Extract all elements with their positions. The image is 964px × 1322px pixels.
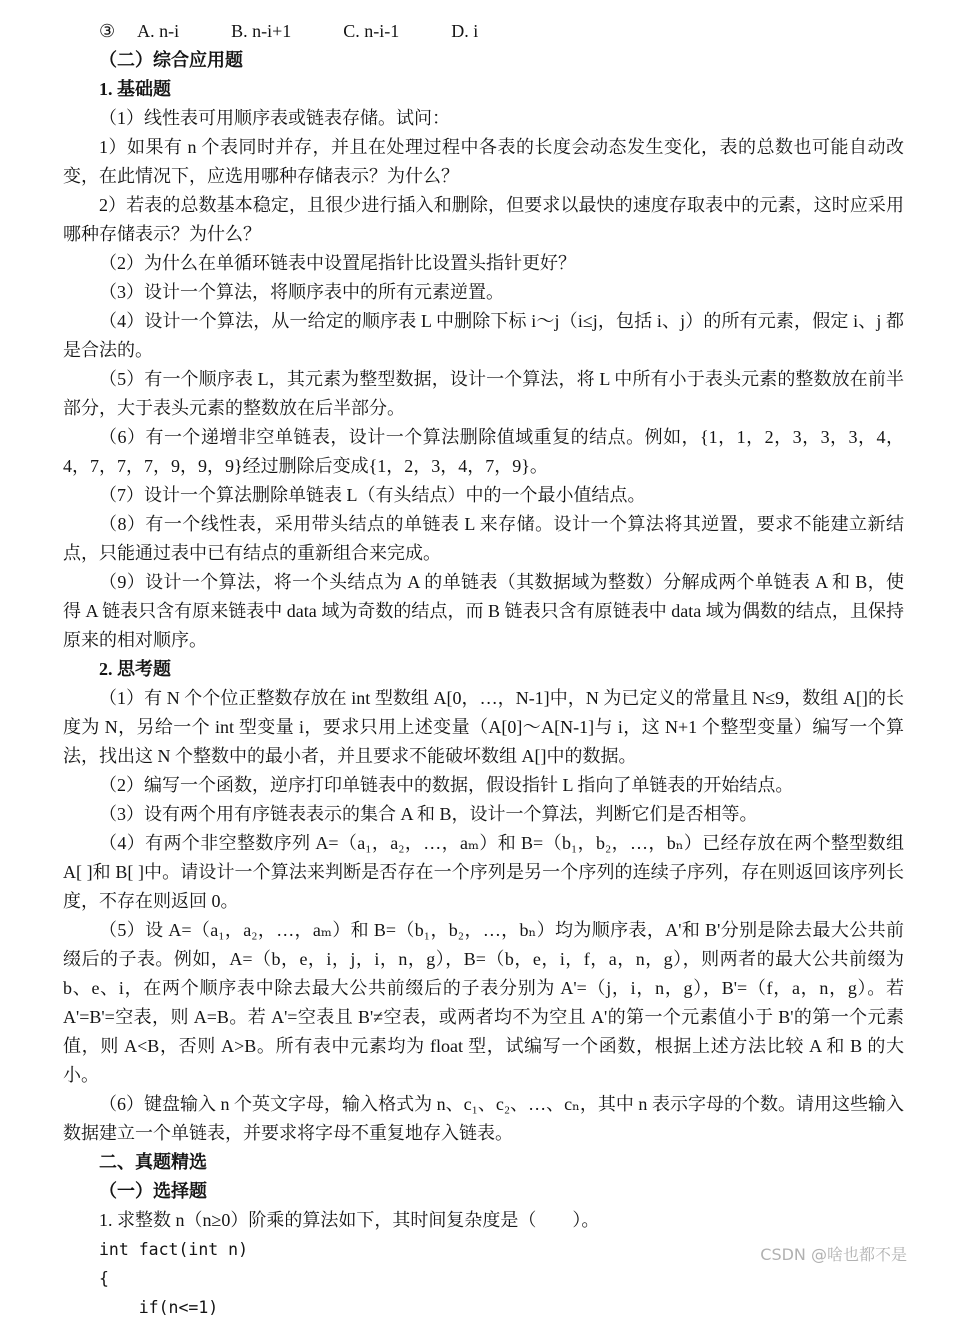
basic-q1-sub2: 2）若表的总数基本稳定，且很少进行插入和删除，但要求以最快的速度存取表中的元素，这时应采用哪种存储表示？为什么？ [63, 195, 904, 244]
option-b: B. n-i+1 [231, 21, 292, 41]
basic-q9: （9）设计一个算法，将一个头结点为 A 的单链表（其数据域为整数）分解成两个单链表 A 和 B，使得 A 链表只含有原来链表中 data 域为奇数的结点，而 B 链表只含有原链表中 data 域为偶数的结点，且保持原来的相对顺序。 [63, 572, 904, 650]
basic-q2: （2）为什么在单循环链表中设置尾指针比设置头指针更好？ [99, 253, 576, 273]
thinking-q5: （5）设 A=（a₁，a₂，…，aₘ）和 B=（b₁，b₂，…，bₙ）均为顺序表，A'和 B'分别是除去最大公共前缀后的子表。例如，A=（b，e，i，j，i，n，g），B=（b，e，i，f，a，n，g），则两者的最大公共前缀为 b、e、i，在两个顺序表中除去最大公共前缀后的子表分别为 A'=（j，i，n，g），B'=（f，a，n，g）。若 A'=B'=空表，则 A=B。若 A'=空表且 B'≠空表，或两者均不为空且 A'的第一个元素值小于 B'的第一个元素值，则 A<B，否则 A>B。所有表中元素均为 float 型，试编写一个函数，根据上述方法比较 A 和 B 的大小。 [63, 920, 904, 1085]
subsection-heading-thinking-questions: 2. 思考题 [99, 659, 171, 679]
subsection-heading-choice-questions: （一）选择题 [99, 1181, 207, 1201]
section-heading-real-exam-selection: 二、真题精选 [99, 1152, 207, 1172]
basic-q7: （7）设计一个算法删除单链表 L（有头结点）中的一个最小值结点。 [99, 485, 646, 505]
subsection-heading-basic-questions: 1. 基础题 [99, 79, 171, 99]
real-exam-q1: 1. 求整数 n（n≥0）阶乘的算法如下，其时间复杂度是（ ）。 [99, 1210, 600, 1230]
basic-q1-sub1: 1）如果有 n 个表同时并存，并且在处理过程中各表的长度会动态发生变化，表的总数也可能自动改变，在此情况下，应选用哪种存储表示？为什么？ [63, 137, 904, 186]
section-heading-comprehensive-application: （二）综合应用题 [99, 50, 243, 70]
option-a: A. n-i [137, 21, 180, 41]
thinking-q3: （3）设有两个用有序链表表示的集合 A 和 B，设计一个算法，判断它们是否相等。 [99, 804, 758, 824]
code-line-if-condition: if(n<=1) [99, 1298, 219, 1317]
option-d: D. i [451, 21, 479, 41]
basic-q3: （3）设计一个算法，将顺序表中的所有元素逆置。 [99, 282, 504, 302]
thinking-q2: （2）编写一个函数，逆序打印单链表中的数据，假设指针 L 指向了单链表的开始结点。 [99, 775, 794, 795]
code-line-fact-signature: int fact(int n) [99, 1240, 249, 1259]
basic-q8: （8）有一个线性表，采用带头结点的单链表 L 来存储。设计一个算法将其逆置，要求不能建立新结点，只能通过表中已有结点的重新组合来完成。 [63, 514, 904, 563]
basic-q1-intro: （1）线性表可用顺序表或链表存储。试问： [99, 108, 450, 128]
question-3-number: ③ [99, 21, 116, 41]
question-3-options-row [63, 17, 904, 46]
option-c: C. n-i-1 [343, 21, 400, 41]
thinking-q4: （4）有两个非空整数序列 A=（a₁，a₂，…，aₘ）和 B=（b₁，b₂，…，bₙ）已经存放在两个整型数组 A[ ]和 B[ ]中。请设计一个算法来判断是否存在一个序列是另一个序列的连续子序列，存在则返回该序列长度，不存在则返回 0。 [63, 833, 904, 911]
basic-q4: （4）设计一个算法，从一给定的顺序表 L 中删除下标 i～j（i≤j，包括 i、j）的所有元素，假定 i、j 都是合法的。 [63, 311, 904, 360]
thinking-q6: （6）键盘输入 n 个英文字母，输入格式为 n、c₁、c₂、…、cₙ，其中 n 表示字母的个数。请用这些输入数据建立一个单链表，并要求将字母不重复地存入链表。 [63, 1094, 904, 1143]
basic-q5: （5）有一个顺序表 L，其元素为整型数据，设计一个算法，将 L 中所有小于表头元素的整数放在前半部分，大于表头元素的整数放在后半部分。 [63, 369, 904, 418]
thinking-q1: （1）有 N 个个位正整数存放在 int 型数组 A[0，…，N-1]中，N 为已定义的常量且 N≤9，数组 A[]的长度为 N，另给一个 int 型变量 i，要求只用上述变量（A[0]～A[N-1]与 i，这 N+1 个整型变量）编写一个算法，找出这 N 个整数中的最小者，并且要求不能破坏数组 A[]中的数据。 [63, 688, 904, 766]
document-body [63, 17, 904, 1322]
basic-q6: （6）有一个递增非空单链表，设计一个算法删除值域重复的结点。例如，{1，1，2，3，3，3，4，4，7，7，7，9，9，9}经过删除后变成{1，2，3，4，7，9}。 [63, 427, 904, 476]
watermark: CSDN @啥也都不是 [760, 1245, 907, 1264]
code-line-open-brace: { [99, 1269, 109, 1288]
